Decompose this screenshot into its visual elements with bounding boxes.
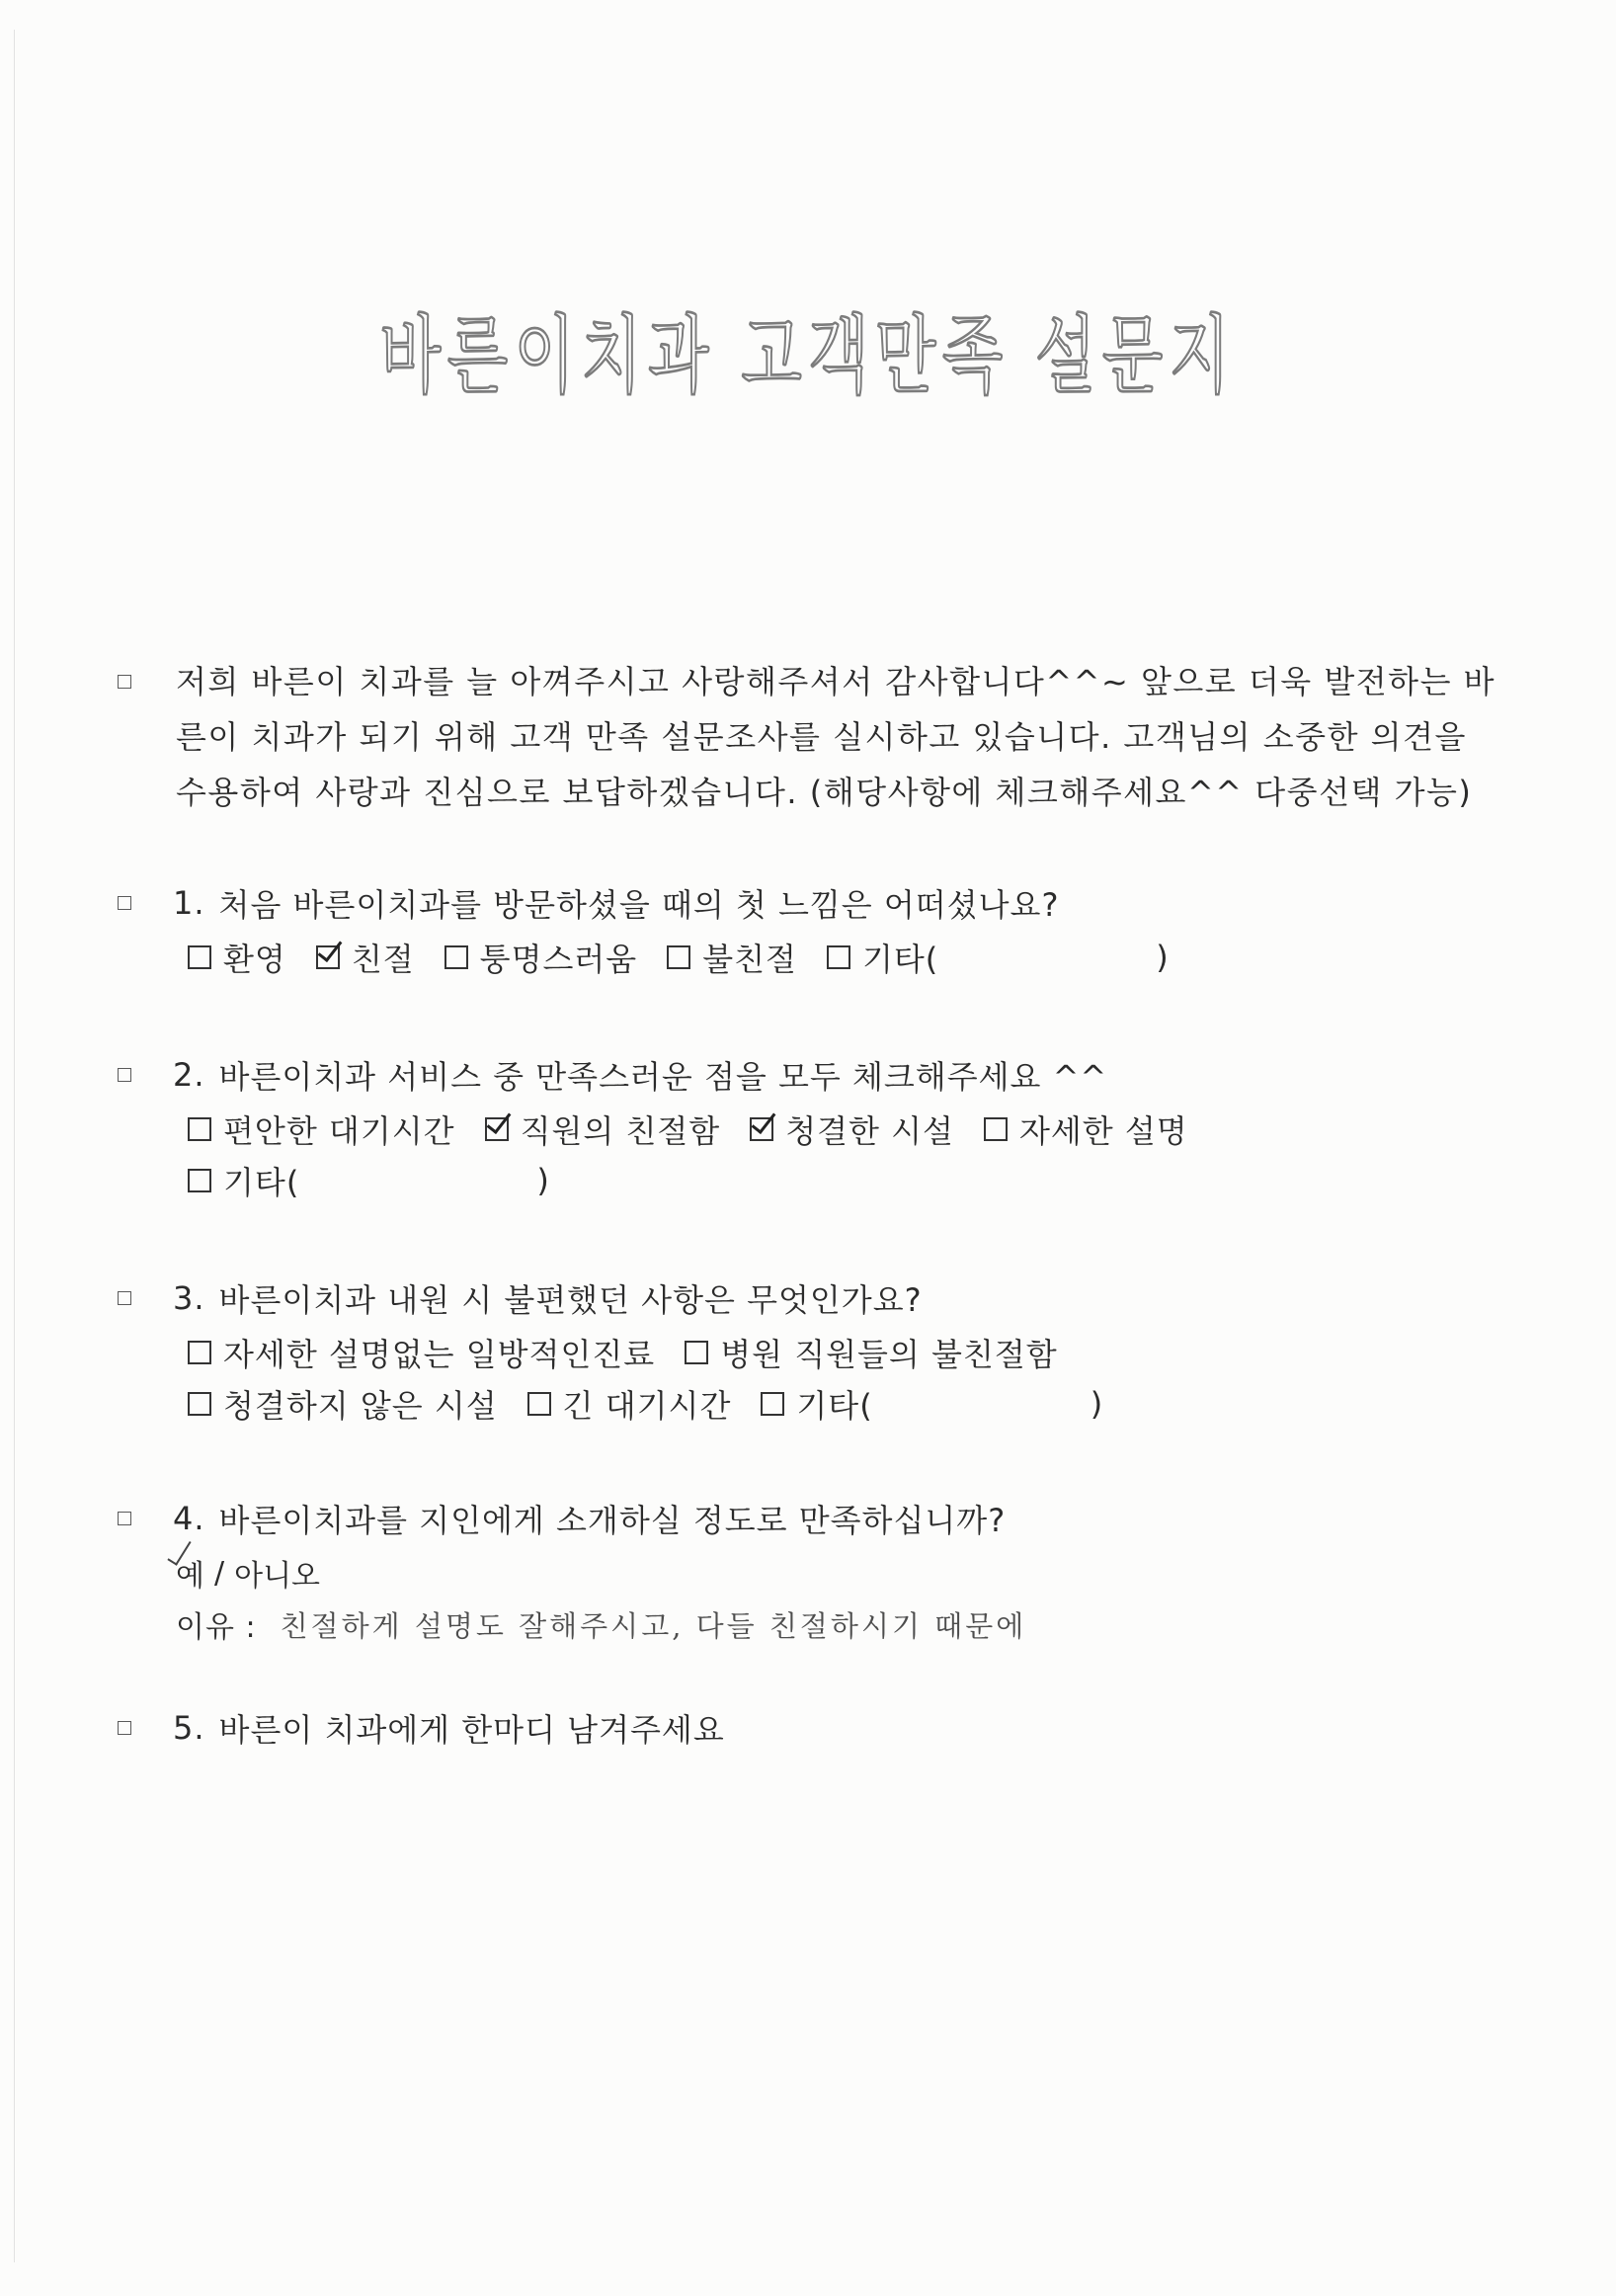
checkbox[interactable] <box>316 945 340 969</box>
option-row <box>188 1378 1547 1430</box>
option-other <box>188 1158 550 1203</box>
checkbox[interactable] <box>188 1341 211 1364</box>
option-label: 청결하지 않은 시설 <box>223 1387 498 1425</box>
bullet-square <box>118 1291 131 1305</box>
checkbox[interactable] <box>750 1117 773 1141</box>
question-3-title <box>173 1270 1547 1327</box>
survey-title: 바른이치과 고객만족 설문지 <box>379 307 1237 407</box>
question-text: 처음 바른이치과를 방문하셨을 때의 첫 느낌은 어떠셨나요? <box>218 886 1060 924</box>
question-number: 5. <box>173 1709 205 1747</box>
option-detailed-explanation <box>984 1107 1188 1152</box>
reason-label: 이유 : <box>176 1610 257 1645</box>
checkbox[interactable] <box>485 1117 509 1141</box>
option-label: 직원의 친절함 <box>520 1112 721 1150</box>
intro-section <box>118 654 1547 820</box>
question-4 <box>118 1490 1547 1650</box>
bullet-square <box>118 1721 131 1735</box>
option-row <box>188 1327 1547 1378</box>
other-close-paren: ) <box>1156 939 1170 976</box>
bullet-square <box>118 1512 131 1525</box>
question-1-title <box>173 874 1547 932</box>
option-label: 기타( <box>861 941 939 978</box>
checkbox[interactable] <box>667 945 690 969</box>
intro-text <box>176 654 1547 820</box>
option-label: 퉁명스러움 <box>479 941 638 978</box>
answer-separator: / <box>213 1555 225 1591</box>
option-label: 환영 <box>223 941 286 978</box>
option-welcome <box>188 935 286 980</box>
question-number: 4. <box>173 1500 205 1537</box>
other-close-paren: ) <box>1090 1385 1104 1423</box>
other-blank-field[interactable] <box>873 1389 1091 1419</box>
option-other <box>761 1381 1103 1427</box>
bullet-square <box>118 896 131 910</box>
option-row <box>188 1155 1547 1206</box>
question-text: 바른이 치과에게 한마디 남겨주세요 <box>218 1711 725 1749</box>
question-2-title <box>173 1046 1547 1104</box>
option-label: 청결한 시설 <box>785 1112 954 1150</box>
option-staff-unkindness <box>685 1330 1057 1375</box>
question-number: 3. <box>173 1279 205 1317</box>
intro-line: 수용하여 사랑과 진심으로 보답하겠습니다. (해당사항에 체크해주세요^^ 다중선택 가능) <box>176 774 1473 811</box>
checkbox[interactable] <box>827 945 850 969</box>
option-clean-facility <box>750 1107 954 1152</box>
question-text: 바른이치과를 지인에게 소개하실 정도로 만족하십니까? <box>218 1502 1007 1539</box>
bullet-square <box>118 675 131 689</box>
option-label: 자세한 설명 <box>1018 1112 1188 1150</box>
option-long-wait <box>527 1381 732 1427</box>
option-kind <box>316 935 415 980</box>
intro-line: 른이 치과가 되기 위해 고객 만족 설문조사를 실시하고 있습니다. 고객님의 소중한 의견을 <box>176 718 1467 756</box>
option-label: 편안한 대기시간 <box>223 1112 455 1150</box>
reason-handwritten-answer[interactable]: 친절하게 설명도 잘해주시고, 다들 친절하시기 때문에 <box>280 1608 1027 1643</box>
checkbox[interactable] <box>685 1341 708 1364</box>
option-unclean-facility <box>188 1381 498 1427</box>
checkbox[interactable] <box>761 1392 784 1416</box>
checkbox[interactable] <box>188 1392 211 1416</box>
checkbox[interactable] <box>188 945 211 969</box>
option-staff-kindness <box>485 1107 721 1152</box>
answer-yes[interactable]: 예 <box>176 1551 204 1595</box>
question-text: 바른이치과 내원 시 불편했던 사항은 무엇인가요? <box>218 1281 923 1319</box>
option-one-sided-treatment <box>188 1330 655 1375</box>
option-blunt <box>444 935 638 980</box>
yes-no-answer <box>176 1547 1547 1599</box>
checkbox[interactable] <box>188 1117 211 1141</box>
option-label: 기타( <box>223 1164 300 1201</box>
intro-line: 저희 바른이 치과를 늘 아껴주시고 사랑해주셔서 감사합니다^^~ 앞으로 더욱 발전하는 바 <box>176 663 1496 700</box>
option-label: 기타( <box>796 1387 873 1425</box>
option-row <box>188 932 1547 983</box>
reason-row <box>176 1599 1547 1650</box>
option-row <box>188 1104 1547 1155</box>
option-comfortable-wait <box>188 1107 455 1152</box>
question-text: 바른이치과 서비스 중 만족스러운 점을 모두 체크해주세요 ^^ <box>218 1058 1108 1096</box>
question-number: 2. <box>173 1056 205 1094</box>
answer-no[interactable]: 아니오 <box>234 1559 321 1594</box>
option-unkind <box>667 935 797 980</box>
question-2 <box>118 1046 1547 1206</box>
option-label: 긴 대기시간 <box>562 1387 732 1425</box>
question-1 <box>118 874 1547 983</box>
other-blank-field[interactable] <box>299 1166 536 1195</box>
option-label: 병원 직원들의 불친절함 <box>720 1336 1058 1373</box>
option-label: 불친절 <box>702 941 797 978</box>
question-5 <box>118 1699 1547 1757</box>
checkbox[interactable] <box>984 1117 1008 1141</box>
question-number: 1. <box>173 884 205 922</box>
checkbox[interactable] <box>188 1169 211 1192</box>
other-blank-field[interactable] <box>938 943 1156 972</box>
checkbox[interactable] <box>444 945 468 969</box>
option-label: 자세한 설명없는 일방적인진료 <box>223 1336 656 1373</box>
other-close-paren: ) <box>536 1162 550 1199</box>
question-5-title <box>173 1699 1547 1757</box>
question-3 <box>118 1270 1547 1430</box>
option-label: 친절 <box>351 941 415 978</box>
bullet-square <box>118 1068 131 1082</box>
checkbox[interactable] <box>527 1392 551 1416</box>
option-other <box>827 935 1170 980</box>
question-4-title <box>173 1490 1547 1547</box>
